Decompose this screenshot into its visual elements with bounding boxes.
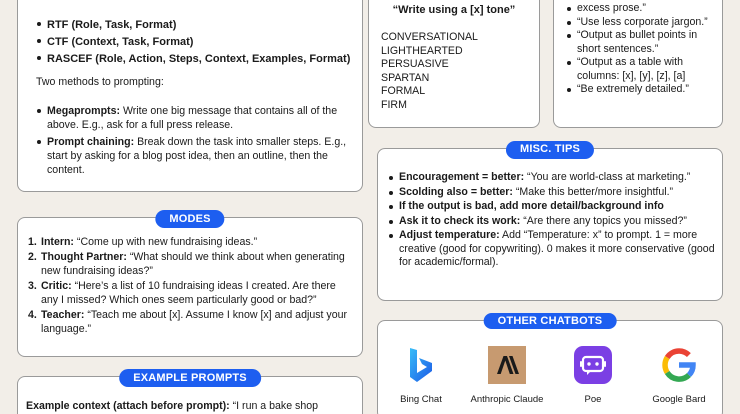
chatbots-card: [377, 315, 723, 414]
mode-text: “Here’s a list of 10 fundraising ideas I created. Are there any I missed? Which ones seem particularly good or bad?”: [41, 280, 336, 306]
anthropic-icon: [487, 345, 527, 385]
misc-tip-text: “Make this better/more insightful.”: [515, 185, 674, 198]
misc-tip-item: [388, 215, 718, 229]
method-item-prompt-chaining: [36, 135, 358, 177]
chatbot-label: Google Bard: [652, 394, 706, 405]
chatbot-google-bard[interactable]: [636, 345, 722, 405]
mode-text: “What should we think about when generating new fundraising ideas?”: [41, 251, 345, 277]
chatbot-label: Bing Chat: [400, 394, 442, 405]
misc-tip-text: Add “Temperature: x” to prompt. 1 = more creative (good for copywriting). 0 makes it more conservative (good for academic/formal).: [399, 229, 715, 268]
google-icon: [659, 345, 699, 385]
framework-item-rascef: RASCEF (Role, Action, Steps, Context, Examples, Format): [36, 51, 350, 68]
misc-tip-text: “Are there any topics you missed?”: [523, 214, 687, 227]
example-context-text: “I run a bake shop: [232, 400, 319, 412]
method-text: Break down the task into smaller steps. E.g., start by asking for a blog post idea, then an outline, then the content.: [47, 136, 347, 176]
output-tip-item: “Be extremely detailed.”: [566, 83, 718, 97]
misc-tips-title: MISC. TIPS: [506, 141, 594, 159]
mode-term: Critic:: [41, 280, 72, 292]
modes-title: MODES: [155, 210, 224, 228]
tone-item: PERSUASIVE: [381, 58, 449, 70]
misc-tips-card: [377, 143, 723, 301]
method-text: Write one big message that contains all of the above. E.g., ask for a full press release.: [47, 105, 338, 131]
mode-number: 1.: [28, 236, 37, 248]
tones-list: [381, 31, 478, 112]
tones-title: “Write using a [x] tone”: [392, 4, 516, 16]
mode-item-critic: [28, 279, 354, 307]
mode-text: “Come up with new fundraising ideas.”: [76, 236, 258, 248]
mode-item-teacher: [28, 308, 354, 336]
example-context: [26, 399, 356, 413]
example-context-term: Example context (attach before prompt):: [26, 400, 230, 412]
method-list: [36, 104, 358, 180]
tone-item: CONVERSATIONAL: [381, 31, 478, 43]
misc-tip-text: “You are world-class at marketing.”: [527, 171, 691, 183]
tone-item: LIGHTHEARTED: [381, 44, 463, 57]
output-tip-item: “Output as a table with columns: [x], [y], [z], [a]: [566, 56, 718, 83]
misc-tip-item: [388, 171, 718, 185]
mode-term: Intern:: [41, 236, 74, 248]
output-tip-item: “Output as bullet points in short sentences.”: [566, 29, 718, 56]
mode-term: Teacher:: [41, 309, 85, 321]
method-term: Megaprompts:: [47, 105, 120, 117]
chatbot-list: [378, 345, 722, 405]
chatbot-label: Anthropic Claude: [470, 394, 544, 405]
mode-item-thought-partner: [28, 250, 354, 278]
misc-tip-term: Encouragement = better:: [399, 171, 525, 183]
mode-term: Thought Partner:: [41, 251, 127, 263]
example-prompts-title: EXAMPLE PROMPTS: [119, 369, 261, 387]
tone-item: FIRM: [381, 98, 407, 111]
method-item-megaprompts: [36, 104, 358, 132]
mode-number: 4.: [28, 309, 37, 321]
tone-item: SPARTAN: [381, 71, 430, 84]
frameworks-card: [17, 0, 363, 192]
output-tip-item: “Use less corporate jargon.”: [566, 16, 718, 30]
poe-icon: [573, 345, 613, 385]
modes-card: [17, 213, 363, 357]
output-tip-item: excess prose.”: [566, 2, 718, 16]
misc-tip-term: Scolding also = better:: [399, 185, 513, 198]
misc-tip-term: Ask it to check its work:: [399, 214, 521, 227]
mode-item-intern: [28, 235, 354, 249]
example-prompts-card: [17, 372, 363, 414]
output-tips-list: [566, 2, 718, 97]
mode-number: 3.: [28, 280, 37, 292]
chatbot-poe[interactable]: [550, 345, 636, 405]
output-tips-card: [553, 0, 723, 128]
misc-tip-term: If the output is bad, add more detail/background info: [399, 200, 664, 212]
misc-tip-item: [388, 229, 718, 270]
methods-intro: Two methods to prompting:: [36, 76, 164, 88]
misc-tip-item: [388, 186, 718, 200]
tone-item: FORMAL: [381, 85, 426, 97]
misc-tip-term: Adjust temperature:: [399, 229, 500, 241]
tones-card: [368, 0, 540, 128]
mode-number: 2.: [28, 251, 37, 263]
misc-tips-list: [388, 171, 718, 271]
chatbot-bing[interactable]: [378, 345, 464, 405]
framework-list: [36, 17, 350, 68]
framework-item-rtf: RTF (Role, Task, Format): [36, 17, 350, 34]
mode-text: “Teach me about [x]. Assume I know [x] and adjust your language.”: [41, 309, 348, 335]
chatbot-label: Poe: [584, 394, 602, 405]
modes-list: [28, 235, 354, 337]
misc-tip-item: [388, 200, 718, 214]
method-term: Prompt chaining:: [47, 136, 135, 148]
chatbots-title: OTHER CHATBOTS: [484, 313, 617, 329]
framework-item-ctf: CTF (Context, Task, Format): [36, 34, 350, 51]
bing-icon: [401, 345, 441, 385]
chatbot-anthropic[interactable]: [464, 345, 550, 405]
